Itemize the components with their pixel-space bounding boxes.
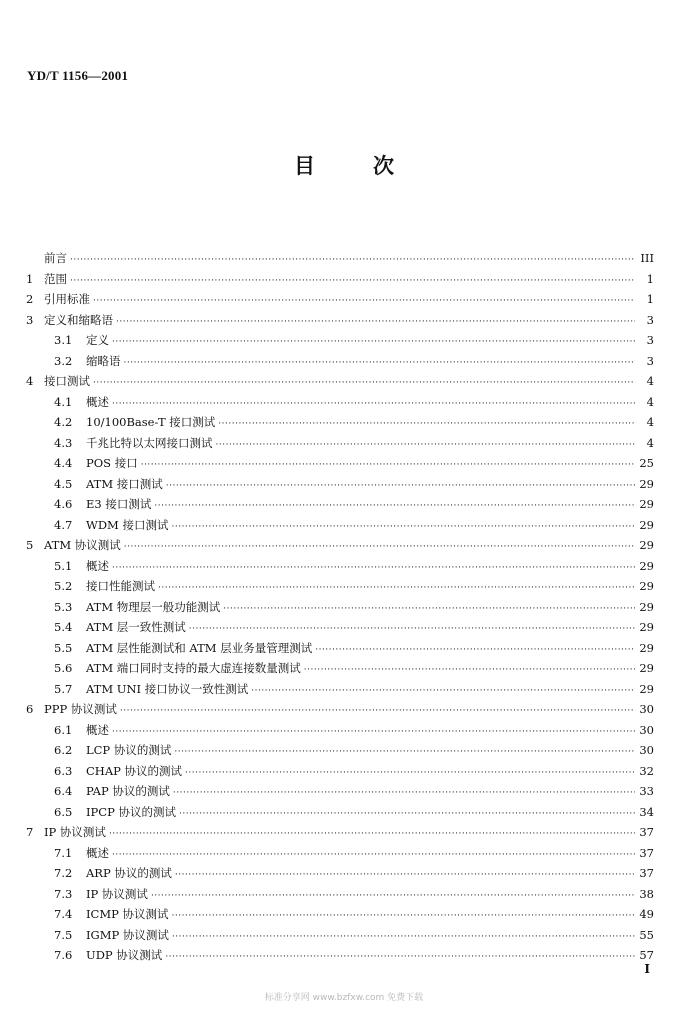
toc-entry[interactable]	[26, 658, 654, 679]
toc-leader-dots	[112, 332, 635, 353]
toc-entry-label: CHAP 协议的测试	[86, 763, 183, 778]
toc-leader-dots	[165, 947, 635, 968]
toc-entry-label: WDM 接口测试	[86, 517, 169, 532]
toc-entry-page: 29	[639, 620, 654, 634]
toc-entry-number: 5	[26, 538, 34, 552]
toc-leader-dots	[112, 394, 635, 415]
toc-leader-dots	[112, 558, 635, 579]
toc-entry-number: 7.3	[54, 886, 73, 901]
toc-entry-number: 6.2	[54, 743, 73, 757]
toc-entry-page: 29	[639, 640, 654, 655]
toc-entry-page: 37	[639, 866, 654, 880]
toc-entry-page: III	[640, 251, 654, 265]
toc-entry-label: ATM 协议测试	[44, 538, 121, 552]
toc-entry[interactable]	[26, 699, 654, 720]
toc-entry-label: 千兆比特以太网接口测试	[86, 435, 213, 450]
toc-leader-dots	[93, 291, 635, 312]
footer-watermark: 标准分享网 www.bzfxw.com 免费下载	[264, 993, 424, 1003]
toc-entry-page: 33	[639, 784, 654, 798]
toc-entry-page: 32	[639, 763, 654, 778]
toc-entry[interactable]	[26, 515, 654, 536]
toc-entry-label: ATM 层性能测试和 ATM 层业务量管理测试	[86, 640, 313, 655]
toc-entry-page: 49	[639, 907, 654, 921]
toc-entry-page: 25	[639, 456, 654, 470]
toc-leader-dots	[216, 435, 636, 456]
toc-entry-label: 概述	[86, 394, 109, 409]
toc-leader-dots	[218, 414, 635, 435]
toc-entry-number: 7.1	[54, 845, 73, 860]
toc-entry[interactable]	[26, 453, 654, 474]
toc-entry-page: 29	[639, 538, 654, 552]
toc-entry-page: 30	[639, 722, 654, 737]
toc-entry-number: 4	[26, 374, 34, 388]
toc-entry-page: 29	[639, 599, 654, 614]
toc-entry-page: 4	[646, 394, 654, 409]
toc-entry-label: 定义	[86, 333, 109, 347]
toc-entry-number: 6.5	[54, 804, 73, 819]
toc-entry-page: 55	[639, 927, 654, 942]
toc-entry[interactable]	[26, 535, 654, 556]
toc-leader-dots	[151, 886, 635, 907]
toc-entry-label: ATM 端口同时支持的最大虚连接数量测试	[86, 661, 301, 675]
toc-entry-page: 29	[639, 681, 654, 696]
toc-entry-number: 4.4	[54, 456, 73, 470]
toc-entry[interactable]	[26, 597, 654, 618]
toc-entry-label: ATM UNI 接口协议一致性测试	[86, 681, 249, 696]
toc-entry-page: 57	[639, 948, 654, 962]
toc-entry-number: 3	[26, 312, 34, 327]
toc-leader-dots	[172, 927, 635, 948]
toc-entry-number: 7.5	[54, 927, 73, 942]
toc-entry-page: 3	[646, 353, 654, 368]
toc-leader-dots	[315, 640, 635, 661]
toc-leader-dots	[70, 271, 635, 292]
toc-entry-label: 接口测试	[44, 374, 90, 388]
toc-leader-dots	[124, 353, 636, 374]
toc-entry[interactable]	[26, 781, 654, 802]
toc-entry-page: 3	[646, 333, 654, 347]
toc-entry[interactable]	[26, 576, 654, 597]
toc-entry-label: ARP 协议的测试	[86, 866, 172, 880]
toc-entry-number: 7.2	[54, 866, 73, 880]
toc-leader-dots	[179, 804, 635, 825]
toc-entry-number: 4.5	[54, 476, 73, 491]
toc-entry-label: 缩略语	[86, 353, 121, 368]
toc-entry-label: PPP 协议测试	[44, 702, 117, 716]
toc-entry[interactable]	[26, 433, 654, 454]
toc-entry-number: 7.4	[54, 907, 73, 921]
toc-entry[interactable]	[26, 638, 654, 659]
toc-entry-label: 10/100Base-T 接口测试	[86, 415, 216, 429]
toc-entry-number: 4.7	[54, 517, 73, 532]
toc-entry-label: E3 接口测试	[86, 497, 152, 511]
toc-leader-dots	[158, 578, 635, 599]
toc-entry[interactable]	[26, 679, 654, 700]
toc-leader-dots	[112, 722, 635, 743]
toc-leader-dots	[141, 455, 635, 476]
toc-entry[interactable]	[26, 843, 654, 864]
toc-entry-number: 5.2	[54, 579, 73, 593]
toc-entry-page: 4	[646, 435, 654, 450]
toc-entry-label: 前言	[44, 251, 67, 265]
standard-code: YD/T 1156—2001	[27, 68, 129, 83]
toc-leader-dots	[116, 312, 635, 333]
toc-leader-dots	[112, 845, 635, 866]
toc-entry[interactable]	[26, 925, 654, 946]
toc-leader-dots	[166, 476, 635, 497]
toc-leader-dots	[120, 701, 635, 722]
toc-entry-number: 7.6	[54, 948, 73, 962]
toc-entry[interactable]	[26, 945, 654, 966]
toc-entry-label: ATM 物理层一般功能测试	[86, 599, 221, 614]
toc-entry-number: 6	[26, 702, 34, 716]
toc-entry-page: 29	[639, 558, 654, 573]
toc-entry-label: 引用标准	[44, 292, 90, 306]
toc-entry-page: 29	[639, 517, 654, 532]
toc-leader-dots	[70, 250, 635, 271]
toc-entry[interactable]	[26, 248, 654, 269]
toc-entry[interactable]	[26, 617, 654, 638]
toc-entry-page: 30	[639, 702, 654, 716]
toc-entry-number: 6.1	[54, 722, 73, 737]
toc-leader-dots	[175, 865, 635, 886]
toc-entry[interactable]	[26, 269, 654, 290]
toc-entry[interactable]	[26, 289, 654, 310]
toc-leader-dots	[124, 537, 635, 558]
toc-entry[interactable]	[26, 822, 654, 843]
toc-entry-page: 3	[646, 312, 654, 327]
toc-leader-dots	[109, 824, 635, 845]
toc-leader-dots	[154, 496, 635, 517]
toc-entry-label: 概述	[86, 558, 109, 573]
toc-entry-label: 范围	[44, 271, 67, 286]
toc-entry-page: 1	[646, 271, 654, 286]
toc-entry-page: 30	[639, 743, 654, 757]
toc-entry-page: 29	[639, 579, 654, 593]
toc-leader-dots	[304, 660, 635, 681]
toc-entry-number: 2	[26, 292, 34, 306]
toc-entry-label: 概述	[86, 722, 109, 737]
toc-entry[interactable]	[26, 330, 654, 351]
toc-leader-dots	[189, 619, 635, 640]
toc-entry-number: 6.4	[54, 784, 73, 798]
table-of-contents	[26, 248, 654, 966]
toc-entry-label: IP 协议测试	[44, 825, 106, 839]
toc-entry[interactable]	[26, 884, 654, 905]
toc-entry-page: 4	[646, 374, 654, 388]
toc-entry-number: 3.1	[54, 333, 73, 347]
toc-entry-page: 34	[639, 804, 654, 819]
toc-entry-label: IP 协议测试	[86, 886, 148, 901]
toc-entry-number: 5.5	[54, 640, 73, 655]
toc-leader-dots	[223, 599, 635, 620]
toc-entry-number: 7	[26, 825, 34, 839]
toc-leader-dots	[172, 906, 635, 927]
toc-entry[interactable]	[26, 392, 654, 413]
page-number: I	[644, 962, 650, 976]
toc-entry-page: 38	[639, 886, 654, 901]
toc-entry[interactable]	[26, 474, 654, 495]
toc-leader-dots	[174, 742, 635, 763]
toc-entry[interactable]	[26, 494, 654, 515]
toc-entry-label: 定义和缩略语	[44, 312, 113, 327]
toc-entry-page: 29	[639, 497, 654, 511]
toc-entry-number: 5.6	[54, 661, 73, 675]
toc-entry-page: 29	[639, 661, 654, 675]
toc-entry-label: IGMP 协议测试	[86, 927, 169, 942]
toc-title	[0, 150, 688, 180]
toc-entry-label: UDP 协议测试	[86, 948, 163, 962]
toc-entry-label: ATM 接口测试	[86, 476, 163, 491]
toc-entry[interactable]	[26, 556, 654, 577]
toc-entry[interactable]	[26, 761, 654, 782]
toc-entry[interactable]	[26, 863, 654, 884]
toc-entry-number: 6.3	[54, 763, 73, 778]
toc-entry[interactable]	[26, 720, 654, 741]
toc-leader-dots	[93, 373, 635, 394]
toc-entry-page: 29	[639, 476, 654, 491]
toc-entry-label: POS 接口	[86, 456, 138, 470]
toc-entry[interactable]	[26, 351, 654, 372]
toc-entry-number: 4.6	[54, 497, 73, 511]
toc-leader-dots	[185, 763, 635, 784]
toc-entry[interactable]	[26, 371, 654, 392]
toc-entry-label: 概述	[86, 845, 109, 860]
toc-entry[interactable]	[26, 904, 654, 925]
toc-entry-page: 4	[646, 415, 654, 429]
toc-entry-number: 3.2	[54, 353, 73, 368]
toc-entry-number: 5.1	[54, 558, 73, 573]
toc-leader-dots	[251, 681, 635, 702]
toc-leader-dots	[173, 783, 635, 804]
toc-entry[interactable]	[26, 740, 654, 761]
toc-title-char-1: 目	[294, 153, 315, 178]
toc-entry-number: 4.2	[54, 415, 73, 429]
toc-title-char-2: 次	[373, 153, 394, 178]
toc-entry-label: ATM 层一致性测试	[86, 620, 186, 634]
toc-entry[interactable]	[26, 310, 654, 331]
toc-entry-number: 1	[26, 271, 34, 286]
toc-leader-dots	[171, 517, 635, 538]
toc-entry-page: 1	[646, 292, 654, 306]
toc-entry-number: 4.3	[54, 435, 73, 450]
toc-entry[interactable]	[26, 412, 654, 433]
toc-entry-number: 5.3	[54, 599, 73, 614]
toc-entry-label: PAP 协议的测试	[86, 784, 170, 798]
toc-entry-number: 4.1	[54, 394, 73, 409]
toc-entry-page: 37	[639, 845, 654, 860]
toc-entry-number: 5.7	[54, 681, 73, 696]
toc-entry-label: 接口性能测试	[86, 579, 155, 593]
toc-entry[interactable]	[26, 802, 654, 823]
toc-entry-label: LCP 协议的测试	[86, 743, 172, 757]
toc-entry-label: IPCP 协议的测试	[86, 804, 176, 819]
toc-entry-page: 37	[639, 825, 654, 839]
toc-entry-number: 5.4	[54, 620, 73, 634]
toc-entry-label: ICMP 协议测试	[86, 907, 169, 921]
